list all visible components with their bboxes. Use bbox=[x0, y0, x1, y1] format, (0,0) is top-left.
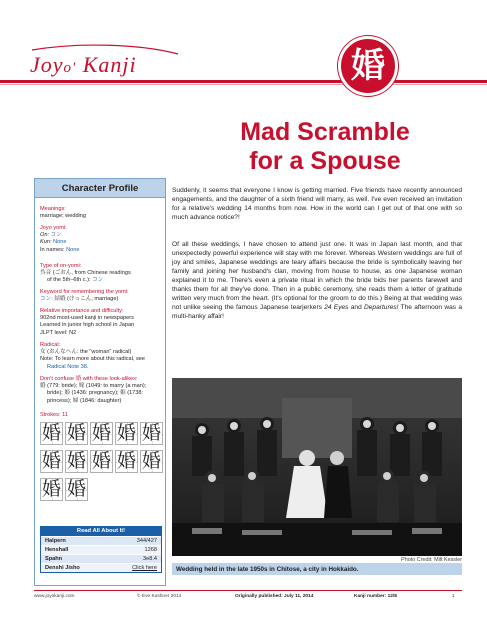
photo-caption: Wedding held in the late 1950s in Chitose, a city in Hokkaido. bbox=[176, 566, 359, 573]
film-24-eyes: 24 Eyes bbox=[324, 304, 349, 311]
footer-site-link[interactable]: www.joyokanji.com bbox=[34, 594, 75, 599]
ref-row-henshall bbox=[41, 545, 161, 554]
importance-section bbox=[40, 308, 164, 337]
wedding-photo bbox=[172, 378, 462, 556]
footer-published bbox=[235, 594, 313, 599]
logo-text bbox=[30, 52, 137, 78]
ref-value: 344/427 bbox=[136, 538, 157, 544]
stroke-step-3 bbox=[90, 422, 113, 445]
kun-label: Kun: bbox=[40, 239, 52, 246]
kanji-badge bbox=[338, 36, 398, 96]
keyword-label: Keyword for remembering the yomi: bbox=[40, 289, 129, 295]
stroke-step-7 bbox=[65, 450, 88, 473]
on-label: On: bbox=[40, 232, 50, 239]
paragraph-2-and: and bbox=[348, 304, 364, 311]
onyomi-type-section bbox=[40, 263, 164, 285]
logo-kanji: Kanji bbox=[82, 52, 137, 77]
paragraph-2-end: The afternoon was a multi-hanky affair! bbox=[172, 304, 463, 320]
stroke-glyph: 婚 bbox=[141, 450, 161, 472]
footer-rule bbox=[34, 590, 462, 591]
joyo-yomi-label: Joyo yomi: bbox=[40, 225, 67, 231]
footer-page-number: 1 bbox=[452, 594, 455, 599]
read-all-heading: Read All About It! bbox=[41, 527, 161, 536]
stroke-glyph: 婚 bbox=[91, 422, 111, 444]
lookalikes-section bbox=[40, 376, 164, 405]
ref-row-denshi-jisho bbox=[41, 563, 161, 572]
denshi-jisho-link[interactable]: Click here bbox=[132, 565, 157, 571]
header-rule-thin bbox=[0, 84, 487, 85]
paragraph-2-text: Of all these weddings, I have chosen to attend just one. It was in Japan last month, and that unexpectedly powerful experience will stay with me forever. Whereas Western weddings are full of joy and smiles, Japanese weddings are teary affairs because the bride is symbolically leaving her family and joining her husband's clan, moving from house to house, as one Japanese woman explained it to me. There's even a private ritual in which the bride bids her parents farewell and thanks them for all they've done. Then in a public ceremony, she reads them a letter of gratitude written very much from the heart. (It's optional for the groom to do this.) Being at that wedding was not unlike seeing the famous Japanese tearjerkers bbox=[172, 241, 462, 311]
importance-line-3: JLPT level: N2 bbox=[40, 329, 77, 336]
stroke-glyph: 婚 bbox=[66, 422, 86, 444]
character-profile-heading: Character Profile bbox=[35, 179, 165, 198]
stroke-glyph: 婚 bbox=[116, 450, 136, 472]
ref-name: Denshi Jisho bbox=[45, 565, 80, 571]
radical-line-1: 女 (おんなへん: the "woman" radical) bbox=[40, 349, 132, 356]
stroke-step-6 bbox=[40, 450, 63, 473]
stroke-step-1 bbox=[40, 422, 63, 445]
names-value: None bbox=[66, 246, 80, 253]
film-departures: Departures! bbox=[364, 304, 399, 311]
meanings-section bbox=[40, 206, 164, 220]
stroke-glyph: 婚 bbox=[66, 450, 86, 472]
on-value: コン bbox=[50, 232, 62, 239]
article-title bbox=[190, 118, 460, 176]
title-line-1: Mad Scramble bbox=[240, 118, 410, 146]
lookalikes-line-2: bride); 姫 (1436: pregnancy); 姫 (1738: bbox=[47, 390, 144, 397]
meanings-value: marriage; wedding bbox=[40, 213, 87, 220]
keyword-value: 結婚 (けっこん, marriage) bbox=[54, 296, 119, 303]
ref-name: Halpern bbox=[45, 538, 66, 544]
stroke-order-grid bbox=[40, 422, 164, 506]
logo-joy: Joy bbox=[30, 52, 64, 77]
radical-note-link[interactable]: Radical Note 38. bbox=[47, 363, 89, 370]
kanji-badge-glyph: 婚 bbox=[351, 46, 385, 86]
ref-value: 3e8.4 bbox=[143, 556, 157, 562]
joyo-yomi-section bbox=[40, 225, 164, 254]
radical-label: Radical: bbox=[40, 342, 61, 348]
header-rule bbox=[0, 80, 487, 83]
radical-section bbox=[40, 342, 164, 371]
stroke-glyph: 婚 bbox=[41, 450, 61, 472]
importance-line-2: Learned in junior high school in Japan bbox=[40, 322, 135, 329]
lookalikes-line-1: 婚 (779: bride); 嫁 (1049: to marry (a man); bbox=[40, 383, 147, 390]
footer-published-text: Originally published: July 11, 2014 bbox=[235, 594, 314, 599]
lookalikes-label: Don't confuse 婚 with these look-alikes: bbox=[40, 376, 138, 382]
ref-row-spahn bbox=[41, 554, 161, 563]
stroke-step-2 bbox=[65, 422, 88, 445]
photo-credit[interactable]: Photo Credit: Milt Kessler bbox=[401, 557, 462, 563]
strokes-label: Strokes: 11 bbox=[40, 412, 68, 418]
onyomi-type-value-blue: コン bbox=[92, 277, 104, 284]
keyword-section bbox=[40, 289, 164, 303]
onyomi-type-label: Type of on-yomi: bbox=[40, 263, 82, 269]
ref-name: Henshall bbox=[45, 547, 69, 553]
footer-number bbox=[354, 594, 397, 599]
title-line-2: for a Spouse bbox=[249, 147, 401, 175]
wedding-photo-image bbox=[172, 378, 462, 556]
lookalikes-line-3: princess); 婦 (1846: daughter) bbox=[47, 397, 122, 404]
ref-row-halpern bbox=[41, 536, 161, 545]
onyomi-type-value-2: of the 5th–6th c.): bbox=[47, 277, 91, 284]
onyomi-type-value-1: 呉音 (ごおん, from Chinese readings bbox=[40, 270, 131, 277]
stroke-glyph: 婚 bbox=[66, 478, 86, 500]
paragraph-2 bbox=[172, 240, 462, 321]
footer-number-text: Kanji number: 12/8 bbox=[354, 594, 397, 599]
stroke-glyph: 婚 bbox=[116, 422, 136, 444]
ref-value: 1268 bbox=[144, 547, 157, 553]
ref-name: Spahn bbox=[45, 556, 63, 562]
paragraph-1: Suddenly, it seems that everyone I know is getting married. Five friends have recently announced engagements, and the daughter of a sixth friend will marry, as well. I've even received an invitation for a relative's wedding 14 months from now. How in the world can I get out of that one with so much advance notice?! bbox=[172, 187, 462, 221]
stroke-glyph: 婚 bbox=[41, 422, 61, 444]
stroke-step-11 bbox=[40, 478, 63, 501]
stroke-glyph: 婚 bbox=[41, 478, 61, 500]
stroke-glyph: 婚 bbox=[141, 422, 161, 444]
stroke-step-10 bbox=[140, 450, 163, 473]
names-label: In names: bbox=[40, 246, 65, 253]
radical-line-2: Note: To learn more about this radical, see bbox=[40, 356, 145, 363]
meanings-label: Meanings: bbox=[40, 206, 66, 212]
footer-copyright: © Eve Kushner 2014 bbox=[137, 594, 182, 599]
stroke-step-12 bbox=[65, 478, 88, 501]
stroke-step-4 bbox=[115, 422, 138, 445]
kun-value: None bbox=[53, 239, 67, 246]
character-profile bbox=[34, 178, 166, 586]
stroke-step-8 bbox=[90, 450, 113, 473]
logo-o: o' bbox=[63, 60, 77, 76]
stroke-glyph: 婚 bbox=[91, 450, 111, 472]
importance-line-1: 902nd most-used kanji in newspapers bbox=[40, 315, 134, 322]
importance-label: Relative importance and difficulty: bbox=[40, 308, 124, 314]
stroke-step-5 bbox=[140, 422, 163, 445]
read-all-about-it bbox=[40, 526, 162, 573]
stroke-step-9 bbox=[115, 450, 138, 473]
keyword-value-blue: コン: bbox=[40, 296, 53, 303]
